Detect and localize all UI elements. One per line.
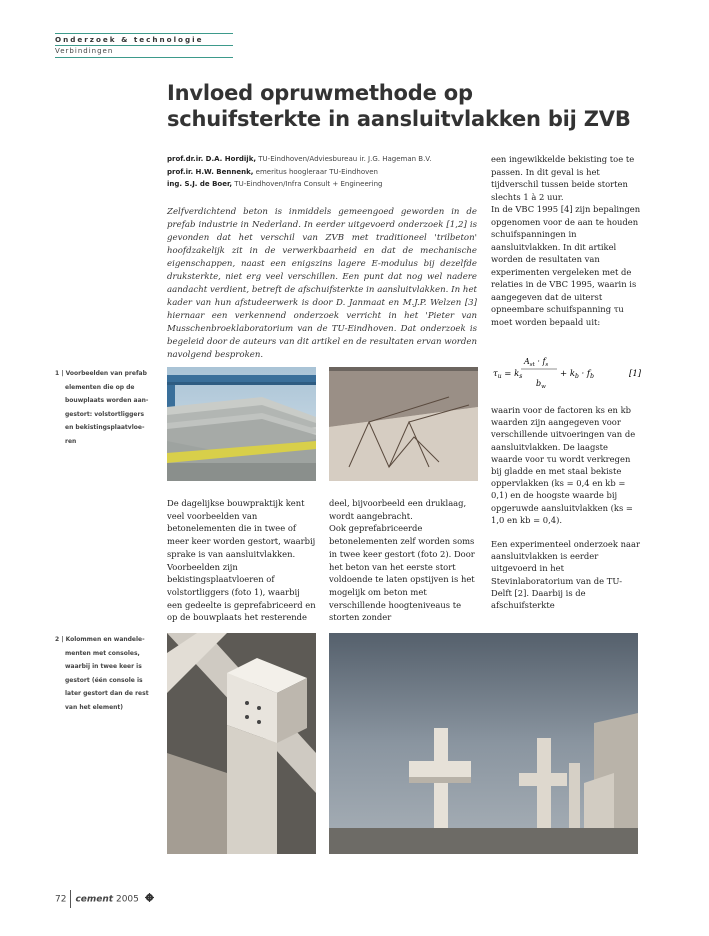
paragraph: In de VBC 1995 [4] zijn bepalingen opgenomen voor de aan te houden schuifspanningen in aansluitvlakken. In dit artikel worden de resultaten van experimenten vergeleken met de relaties in de VBC 1995, waarin is aangegeven dat de uiterst opneembare schuifspanning τu moet worden bepaald uit: <box>491 204 641 327</box>
author-name: ing. S.J. de Boer, <box>167 180 233 188</box>
column-3-top <box>491 153 641 328</box>
author-affiliation: TU-Eindhoven/Adviesbureau ir. J.G. Hageman B.V. <box>258 155 432 163</box>
photo-column-consoles <box>167 633 316 854</box>
title-line-1: Invloed opruwmethode op <box>167 81 473 105</box>
subsection-heading: Verbindingen <box>55 45 233 58</box>
author-list <box>167 153 487 191</box>
paragraph: waarin voor de factoren ks en kb waarden zijn aangegeven voor verschillende uitvoeringen van de aansluitvlakken. De laagste waarde voor τu wordt verkregen bij gladde en met staal bekiste oppervlakken (ks = 0,4 en kb = 0,1) en de hoogste waarde bij opgeruwde aansluitvlakken (ks = 1,0 en kb = 0,4). <box>491 405 636 525</box>
page-footer <box>55 890 154 910</box>
caption-number: 1 <box>55 370 60 377</box>
caption-line: en bekistingsplaatvloe- <box>65 424 145 431</box>
caption-line: gestort (één console is <box>65 676 143 684</box>
magazine-year: 2005 <box>115 894 139 905</box>
paragraph: een ingewikkelde bekisting toe te passen. In dit geval is het tijdverschil tussen beide storten slechts 1 à 2 uur. <box>491 154 635 202</box>
author-affiliation: TU-Eindhoven/Infra Consult + Engineering <box>234 180 383 188</box>
svg-text:bw: $b_w$ <box>536 379 546 390</box>
photo-prefab-slabs <box>167 367 316 481</box>
caption-line: Kolommen en wandele- <box>65 636 145 643</box>
paragraph: De dagelijkse bouwpraktijk kent veel voorbeelden van betonelementen die in twee of meer keer worden gestort, waarbij sprake is van aansluitvlakken. Voorbeelden zijn bekistingsplaatvloeren of volstortliggers (foto 1), waarbij een gedeelte is geprefabriceerd en op de bouwplaats het resterende <box>167 498 316 623</box>
caption-line: waarbij in twee keer is <box>65 663 142 670</box>
page-number: 72 <box>55 894 67 905</box>
footer-divider <box>70 890 71 908</box>
author-line <box>167 153 487 166</box>
caption-line: bouwplaats worden aan- <box>65 397 149 404</box>
svg-text:τu = ks: $\tau_u = k_s$ <box>493 369 523 380</box>
intro-paragraph: Zelfverdichtend beton is inmiddels gemeengoed geworden in de prefab industrie in Nederland. In eerder uitgevoerd onderzoek [1,2] is gevonden dat het verschil van ZVB met traditioneel 'trilbeton' hoofdzakelijk zit in de verwerkbaarheid en dat de mechanische eigenschappen, naast een enigszins lagere E-modulus bij dezelfde druksterkte, niet erg veel verschillen. Een punt dat nog wel nadere aandacht verdient, betreft de afschuifsterkte in aansluitvlakken. In het kader van hun afstudeerwerk is door D. Janmaat en M.J.P. Welzen [3] hiernaar een verkennend onderzoek verricht in het 'Pieter van Musschenbroeklaboratorium van de TU-Eindhoven. Dat onderzoek is begeleid door de auteurs van dit artikel en de resultaten ervan worden navolgend besproken. <box>167 207 478 360</box>
caption-line: Voorbeelden van prefab <box>65 370 147 377</box>
consoles-image <box>167 633 316 854</box>
title-line-2: schuifsterkte in aansluitvlakken bij ZVB <box>167 107 631 131</box>
article-title <box>167 80 667 132</box>
body-column-1 <box>167 497 317 624</box>
caption-number: 2 <box>55 636 60 643</box>
formula-graphic <box>491 350 641 394</box>
columns-image <box>329 633 638 854</box>
magazine-name: cement <box>75 894 114 905</box>
author-name: prof.ir. H.W. Bennenk, <box>167 167 254 176</box>
paragraph: Een experimenteel onderzoek naar aansluitvlakken is eerder uitgevoerd in het Stevinlaboratorium van de TU-Delft [2]. Daarbij is de afschuifsterkte <box>491 539 641 611</box>
body-column-2 <box>329 497 479 624</box>
caption-line: later gestort dan de rest <box>65 690 149 697</box>
author-line <box>167 166 487 179</box>
caption-line: ren <box>65 437 77 445</box>
caption-photo-1: 1 | Voorbeelden van prefab elementen die op de bouwplaats worden aan- gestort: volstortliggers en bekistingsplaatvloe- ren <box>55 367 155 448</box>
author-line <box>167 178 487 191</box>
photo-columns-sky <box>329 633 638 854</box>
caption-line: gestort: volstortliggers <box>65 410 145 418</box>
caption-photo-2: 2 | Kolommen en wandele- menten met consoles, waarbij in twee keer is gestort (één console is later gestort dan de rest van het element) <box>55 633 155 714</box>
author-name: prof.dr.ir. D.A. Hordijk, <box>167 155 257 163</box>
caption-line: elementen die op de <box>65 383 135 391</box>
caption-line: menten met consoles, <box>65 649 140 657</box>
caption-line: van het element) <box>65 703 124 711</box>
paragraph: Ook geprefabriceerde betonelementen zelf worden soms in twee keer gestort (foto 2). Door het beton van het eerste stort voldoende te laten opstijven is het mogelijk om beton met verschillende hoogteniveaus te storten zonder <box>329 523 475 623</box>
svg-text:Ast · fs: $A_{st} \cdot f_s$ <box>524 357 549 368</box>
formula-number: [1] <box>629 369 641 379</box>
section-heading: Onderzoek & technologie <box>55 33 233 44</box>
slabs-image <box>167 367 316 481</box>
photo-rebar-lattice <box>329 367 478 481</box>
paragraph: deel, bijvoorbeeld een druklaag, wordt aangebracht. <box>329 498 467 521</box>
formula <box>491 350 641 394</box>
column-3-bottom <box>491 404 641 611</box>
author-affiliation: emeritus hoogleraar TU-Eindhoven <box>255 167 378 176</box>
logo-icon <box>145 893 154 905</box>
rebar-image <box>329 367 478 481</box>
svg-text:+ kb · fb: + $k_b \cdot f_b$ <box>560 369 594 380</box>
